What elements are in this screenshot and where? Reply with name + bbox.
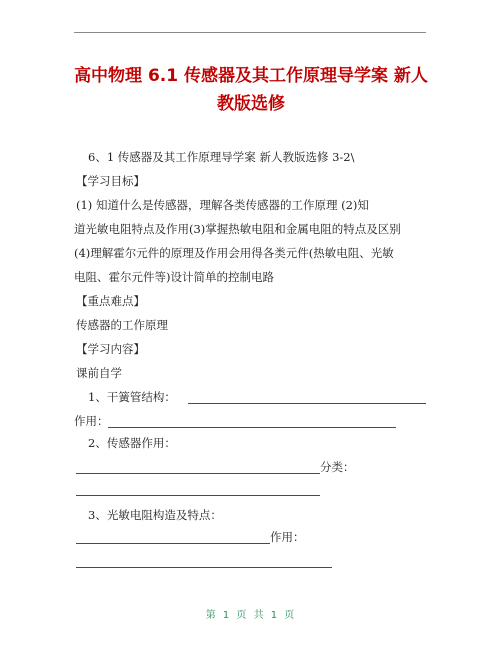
goals-line-4: 电阻、霍尔元件等)设计简单的控制电路 (74, 270, 274, 284)
blank-line (76, 543, 270, 544)
question-3-use: 作用： (270, 530, 305, 544)
goals-line-2: 道光敏电阻特点及作用(3)掌握热敏电阻和金属电阻的特点及区别 (74, 222, 401, 236)
content-heading: 【学习内容】 (76, 342, 145, 356)
question-2-class: 分类： (320, 460, 355, 474)
goals-line-3: (4)理解霍尔元件的原理及作用会用得各类元件(热敏电阻、光敏 (74, 246, 394, 260)
goals-heading: 【学习目标】 (76, 174, 145, 188)
goals-line-1: (1) 知道什么是传感器，理解各类传感器的工作原理 (2)知 (76, 198, 369, 212)
question-1-use: 作用： (74, 414, 109, 428)
subtitle: 6、1 传感器及其工作原理导学案 新人教版选修 3-2\ (88, 150, 355, 164)
title-line-1: 高中物理 6.1 传感器及其工作原理导学案 新人 (74, 66, 428, 86)
blank-line (76, 495, 320, 496)
header-rule (74, 32, 426, 33)
question-1: 1、干簧管结构： (88, 390, 176, 404)
key-text: 传感器的工作原理 (76, 318, 168, 332)
blank-line (108, 427, 396, 428)
page-footer: 第 1 页 共 1 页 (205, 610, 297, 621)
title-line-2: 教版选修 (217, 94, 285, 114)
blank-line (76, 473, 320, 474)
key-heading: 【重点难点】 (76, 294, 145, 308)
document-title (60, 62, 442, 118)
question-3: 3、光敏电阻构造及特点： (88, 508, 222, 522)
blank-line (76, 567, 332, 568)
preview-label: 课前自学 (76, 366, 122, 380)
blank-line (188, 403, 426, 404)
question-2: 2、传感器作用： (88, 436, 176, 450)
